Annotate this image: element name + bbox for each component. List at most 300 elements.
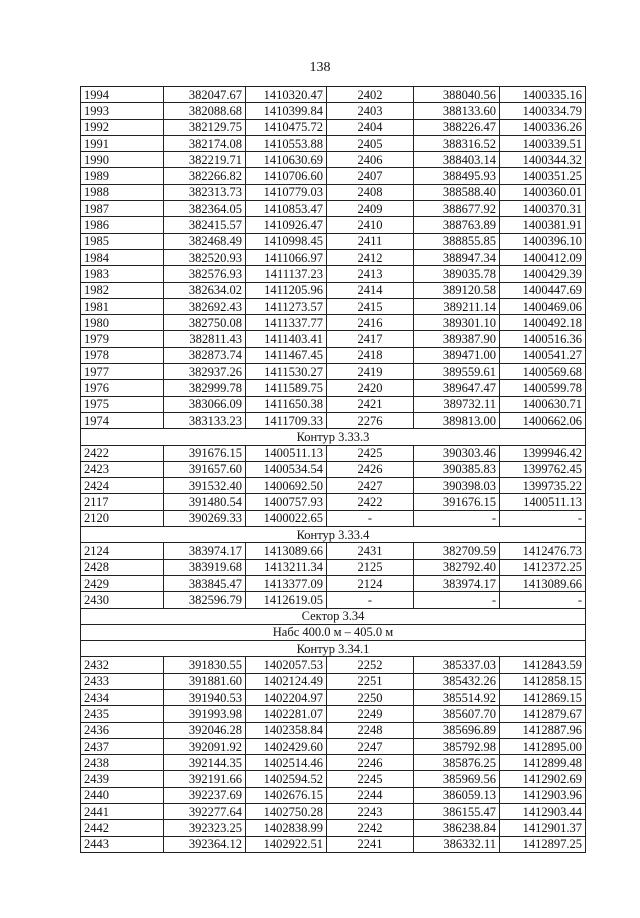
cell-x-coord-2: 382792.40 <box>414 559 500 575</box>
cell-y-coord-2: 1400541.27 <box>500 347 586 363</box>
table-row <box>81 755 586 771</box>
cell-y-coord-2: 1412897.25 <box>500 836 586 852</box>
table-row <box>81 380 586 396</box>
cell-y-coord-2: 1413089.66 <box>500 575 586 591</box>
cell-y-coord: 1411650.38 <box>246 396 327 412</box>
table-row <box>81 201 586 217</box>
cell-x-coord: 382415.57 <box>164 217 246 233</box>
cell-x-coord-2: 388763.89 <box>414 217 500 233</box>
table-row <box>81 412 586 428</box>
cell-point-id-2: 2416 <box>327 315 414 331</box>
table-row <box>81 168 586 184</box>
cell-x-coord-2: 385607.70 <box>414 706 500 722</box>
cell-point-id-2: 2404 <box>327 119 414 135</box>
section-caption: Контур 3.34.1 <box>81 641 586 657</box>
table-row <box>81 689 586 705</box>
cell-y-coord: 1410553.88 <box>246 135 327 151</box>
cell-y-coord: 1402676.15 <box>246 787 327 803</box>
cell-x-coord: 392323.25 <box>164 820 246 836</box>
cell-point-id-2: 2417 <box>327 331 414 347</box>
cell-y-coord-2: 1412887.96 <box>500 722 586 738</box>
cell-x-coord: 392144.35 <box>164 755 246 771</box>
table-row <box>81 364 586 380</box>
table-row <box>81 282 586 298</box>
cell-point-id-2: 2241 <box>327 836 414 852</box>
cell-x-coord: 392237.69 <box>164 787 246 803</box>
cell-y-coord-2: 1400334.79 <box>500 103 586 119</box>
cell-x-coord-2: 386238.84 <box>414 820 500 836</box>
cell-x-coord-2: 386059.13 <box>414 787 500 803</box>
cell-x-coord-2: 389387.90 <box>414 331 500 347</box>
cell-x-coord-2: 388316.52 <box>414 135 500 151</box>
table-row <box>81 184 586 200</box>
cell-y-coord-2: - <box>500 510 586 526</box>
cell-point-id-2: 2125 <box>327 559 414 575</box>
coordinates-table-body <box>81 87 586 853</box>
cell-y-coord: 1402204.97 <box>246 689 327 705</box>
cell-y-coord-2: 1400396.10 <box>500 233 586 249</box>
cell-y-coord-2: 1400339.51 <box>500 135 586 151</box>
cell-x-coord: 391881.60 <box>164 673 246 689</box>
cell-x-coord-2: 390398.03 <box>414 478 500 494</box>
cell-point-id: 1981 <box>81 298 164 314</box>
table-row <box>81 559 586 575</box>
cell-point-id-2: 2411 <box>327 233 414 249</box>
cell-y-coord-2: 1400429.39 <box>500 266 586 282</box>
cell-x-coord: 382129.75 <box>164 119 246 135</box>
table-row <box>81 461 586 477</box>
cell-y-coord: 1413089.66 <box>246 543 327 559</box>
cell-point-id-2: 2420 <box>327 380 414 396</box>
cell-point-id-2: 2431 <box>327 543 414 559</box>
cell-x-coord: 382634.02 <box>164 282 246 298</box>
section-caption: Контур 3.33.4 <box>81 527 586 543</box>
cell-y-coord: 1410926.47 <box>246 217 327 233</box>
cell-point-id-2: 2409 <box>327 201 414 217</box>
cell-x-coord: 382692.43 <box>164 298 246 314</box>
cell-point-id: 1985 <box>81 233 164 249</box>
cell-y-coord: 1402922.51 <box>246 836 327 852</box>
cell-x-coord-2: - <box>414 592 500 608</box>
cell-point-id-2: 2413 <box>327 266 414 282</box>
cell-y-coord-2: 1400447.69 <box>500 282 586 298</box>
cell-y-coord-2: 1400412.09 <box>500 249 586 265</box>
cell-y-coord: 1400022.65 <box>246 510 327 526</box>
cell-point-id: 1993 <box>81 103 164 119</box>
section-caption-row <box>81 641 586 657</box>
cell-x-coord: 382999.78 <box>164 380 246 396</box>
cell-y-coord: 1411066.97 <box>246 249 327 265</box>
cell-y-coord: 1411467.45 <box>246 347 327 363</box>
table-row <box>81 103 586 119</box>
cell-x-coord: 391532.40 <box>164 478 246 494</box>
cell-x-coord: 382174.08 <box>164 135 246 151</box>
cell-y-coord-2: 1400344.32 <box>500 152 586 168</box>
cell-point-id-2: 2250 <box>327 689 414 705</box>
cell-x-coord-2: 390385.83 <box>414 461 500 477</box>
cell-x-coord-2: 389647.47 <box>414 380 500 396</box>
cell-point-id: 1980 <box>81 315 164 331</box>
table-row <box>81 494 586 510</box>
cell-x-coord-2: 382709.59 <box>414 543 500 559</box>
cell-x-coord: 382811.43 <box>164 331 246 347</box>
cell-x-coord: 382364.05 <box>164 201 246 217</box>
section-caption: Контур 3.33.3 <box>81 429 586 445</box>
cell-x-coord-2: 388588.40 <box>414 184 500 200</box>
cell-x-coord-2: 385337.03 <box>414 657 500 673</box>
cell-y-coord: 1410630.69 <box>246 152 327 168</box>
cell-point-id: 2430 <box>81 592 164 608</box>
table-row <box>81 445 586 461</box>
cell-point-id-2: 2427 <box>327 478 414 494</box>
cell-point-id-2: 2408 <box>327 184 414 200</box>
cell-point-id: 2423 <box>81 461 164 477</box>
cell-x-coord: 382313.73 <box>164 184 246 200</box>
table-row <box>81 266 586 282</box>
table-row <box>81 804 586 820</box>
cell-point-id-2: 2124 <box>327 575 414 591</box>
table-row <box>81 820 586 836</box>
cell-y-coord-2: 1400351.25 <box>500 168 586 184</box>
cell-point-id: 1991 <box>81 135 164 151</box>
section-caption-row <box>81 608 586 624</box>
section-caption-row <box>81 624 586 640</box>
cell-y-coord-2: 1412902.69 <box>500 771 586 787</box>
cell-point-id: 2429 <box>81 575 164 591</box>
cell-y-coord: 1410779.03 <box>246 184 327 200</box>
table-row <box>81 771 586 787</box>
cell-x-coord: 392046.28 <box>164 722 246 738</box>
cell-x-coord: 391657.60 <box>164 461 246 477</box>
cell-x-coord-2: 388403.14 <box>414 152 500 168</box>
cell-x-coord-2: 388947.34 <box>414 249 500 265</box>
cell-x-coord-2: 385696.89 <box>414 722 500 738</box>
cell-x-coord-2: 389732.11 <box>414 396 500 412</box>
cell-point-id: 2437 <box>81 738 164 754</box>
table-row <box>81 298 586 314</box>
cell-x-coord: 390269.33 <box>164 510 246 526</box>
cell-y-coord-2: 1412903.96 <box>500 787 586 803</box>
cell-point-id: 1987 <box>81 201 164 217</box>
cell-point-id-2: 2251 <box>327 673 414 689</box>
cell-x-coord: 392364.12 <box>164 836 246 852</box>
cell-point-id: 2124 <box>81 543 164 559</box>
cell-point-id: 2440 <box>81 787 164 803</box>
cell-x-coord-2: - <box>414 510 500 526</box>
cell-y-coord: 1402281.07 <box>246 706 327 722</box>
cell-y-coord: 1411337.77 <box>246 315 327 331</box>
cell-point-id: 2436 <box>81 722 164 738</box>
cell-point-id-2: 2247 <box>327 738 414 754</box>
cell-y-coord: 1411709.33 <box>246 412 327 428</box>
cell-y-coord-2: 1400370.31 <box>500 201 586 217</box>
cell-point-id-2: 2245 <box>327 771 414 787</box>
table-row <box>81 233 586 249</box>
cell-point-id-2: 2244 <box>327 787 414 803</box>
cell-x-coord: 382520.93 <box>164 249 246 265</box>
cell-point-id: 1989 <box>81 168 164 184</box>
cell-point-id-2: - <box>327 510 414 526</box>
cell-x-coord-2: 388040.56 <box>414 87 500 103</box>
cell-point-id-2: 2276 <box>327 412 414 428</box>
cell-x-coord: 382750.08 <box>164 315 246 331</box>
table-row <box>81 331 586 347</box>
cell-x-coord: 382873.74 <box>164 347 246 363</box>
cell-y-coord-2: 1400381.91 <box>500 217 586 233</box>
cell-point-id-2: 2419 <box>327 364 414 380</box>
cell-x-coord-2: 391676.15 <box>414 494 500 510</box>
cell-point-id-2: - <box>327 592 414 608</box>
cell-x-coord-2: 386332.11 <box>414 836 500 852</box>
cell-point-id-2: 2246 <box>327 755 414 771</box>
table-row <box>81 396 586 412</box>
cell-x-coord: 382266.82 <box>164 168 246 184</box>
cell-point-id-2: 2252 <box>327 657 414 673</box>
cell-y-coord: 1400511.13 <box>246 445 327 461</box>
cell-y-coord: 1410853.47 <box>246 201 327 217</box>
cell-y-coord-2: 1400511.13 <box>500 494 586 510</box>
cell-point-id: 1978 <box>81 347 164 363</box>
cell-y-coord-2: 1412372.25 <box>500 559 586 575</box>
cell-x-coord: 383845.47 <box>164 575 246 591</box>
coordinates-table <box>80 86 586 853</box>
cell-y-coord: 1410998.45 <box>246 233 327 249</box>
cell-y-coord: 1412619.05 <box>246 592 327 608</box>
cell-x-coord-2: 385969.56 <box>414 771 500 787</box>
table-row <box>81 478 586 494</box>
cell-y-coord-2: 1412895.00 <box>500 738 586 754</box>
cell-x-coord: 383974.17 <box>164 543 246 559</box>
cell-y-coord: 1400534.54 <box>246 461 327 477</box>
cell-x-coord: 392191.66 <box>164 771 246 787</box>
cell-point-id: 2424 <box>81 478 164 494</box>
cell-y-coord: 1413377.09 <box>246 575 327 591</box>
table-row <box>81 249 586 265</box>
cell-x-coord-2: 385514.92 <box>414 689 500 705</box>
cell-point-id-2: 2248 <box>327 722 414 738</box>
cell-point-id-2: 2414 <box>327 282 414 298</box>
cell-x-coord: 383919.68 <box>164 559 246 575</box>
section-caption: Сектор 3.34 <box>81 608 586 624</box>
cell-x-coord: 382219.71 <box>164 152 246 168</box>
cell-x-coord: 382596.79 <box>164 592 246 608</box>
cell-y-coord: 1402750.28 <box>246 804 327 820</box>
cell-y-coord: 1402124.49 <box>246 673 327 689</box>
table-row <box>81 673 586 689</box>
cell-point-id-2: 2242 <box>327 820 414 836</box>
cell-point-id: 2428 <box>81 559 164 575</box>
table-row <box>81 592 586 608</box>
cell-x-coord-2: 388133.60 <box>414 103 500 119</box>
cell-y-coord: 1400757.93 <box>246 494 327 510</box>
cell-x-coord-2: 389471.00 <box>414 347 500 363</box>
cell-point-id: 2441 <box>81 804 164 820</box>
cell-y-coord: 1413211.34 <box>246 559 327 575</box>
cell-point-id: 1988 <box>81 184 164 200</box>
cell-y-coord-2: 1400662.06 <box>500 412 586 428</box>
cell-y-coord-2: 1399762.45 <box>500 461 586 477</box>
cell-x-coord: 392277.64 <box>164 804 246 820</box>
cell-y-coord: 1411530.27 <box>246 364 327 380</box>
cell-y-coord-2: - <box>500 592 586 608</box>
cell-y-coord: 1410475.72 <box>246 119 327 135</box>
cell-x-coord-2: 388677.92 <box>414 201 500 217</box>
cell-point-id: 2422 <box>81 445 164 461</box>
cell-x-coord-2: 388855.85 <box>414 233 500 249</box>
table-row <box>81 87 586 103</box>
table-row <box>81 836 586 852</box>
cell-point-id-2: 2249 <box>327 706 414 722</box>
cell-x-coord-2: 385876.25 <box>414 755 500 771</box>
cell-point-id: 1982 <box>81 282 164 298</box>
cell-x-coord-2: 385792.98 <box>414 738 500 754</box>
cell-y-coord-2: 1412843.59 <box>500 657 586 673</box>
cell-x-coord-2: 390303.46 <box>414 445 500 461</box>
cell-point-id: 1990 <box>81 152 164 168</box>
cell-x-coord-2: 385432.26 <box>414 673 500 689</box>
table-row <box>81 217 586 233</box>
cell-y-coord: 1410399.84 <box>246 103 327 119</box>
table-row <box>81 119 586 135</box>
cell-point-id: 1977 <box>81 364 164 380</box>
cell-x-coord: 391830.55 <box>164 657 246 673</box>
cell-point-id: 1984 <box>81 249 164 265</box>
cell-point-id-2: 2406 <box>327 152 414 168</box>
page-number: 138 <box>309 60 331 75</box>
cell-point-id: 1992 <box>81 119 164 135</box>
cell-point-id: 1974 <box>81 412 164 428</box>
cell-point-id: 2433 <box>81 673 164 689</box>
cell-x-coord: 391940.53 <box>164 689 246 705</box>
cell-point-id: 1983 <box>81 266 164 282</box>
cell-point-id-2: 2243 <box>327 804 414 820</box>
cell-point-id: 2434 <box>81 689 164 705</box>
cell-y-coord-2: 1412899.48 <box>500 755 586 771</box>
cell-y-coord-2: 1400335.16 <box>500 87 586 103</box>
cell-y-coord-2: 1400569.68 <box>500 364 586 380</box>
cell-x-coord: 383066.09 <box>164 396 246 412</box>
cell-x-coord-2: 388495.93 <box>414 168 500 184</box>
cell-y-coord-2: 1400492.18 <box>500 315 586 331</box>
cell-y-coord: 1411273.57 <box>246 298 327 314</box>
cell-y-coord: 1400692.50 <box>246 478 327 494</box>
cell-x-coord-2: 389813.00 <box>414 412 500 428</box>
cell-point-id-2: 2418 <box>327 347 414 363</box>
cell-y-coord-2: 1400630.71 <box>500 396 586 412</box>
cell-x-coord: 382468.49 <box>164 233 246 249</box>
cell-point-id: 2117 <box>81 494 164 510</box>
cell-point-id: 1976 <box>81 380 164 396</box>
cell-y-coord-2: 1412869.15 <box>500 689 586 705</box>
cell-point-id-2: 2426 <box>327 461 414 477</box>
table-row <box>81 738 586 754</box>
cell-y-coord: 1411589.75 <box>246 380 327 396</box>
cell-point-id: 2443 <box>81 836 164 852</box>
cell-point-id-2: 2415 <box>327 298 414 314</box>
cell-point-id-2: 2412 <box>327 249 414 265</box>
cell-y-coord: 1402429.60 <box>246 738 327 754</box>
cell-y-coord-2: 1412901.37 <box>500 820 586 836</box>
cell-y-coord: 1410706.60 <box>246 168 327 184</box>
cell-y-coord: 1402358.84 <box>246 722 327 738</box>
table-row <box>81 135 586 151</box>
cell-y-coord: 1411205.96 <box>246 282 327 298</box>
cell-x-coord: 382937.26 <box>164 364 246 380</box>
table-row <box>81 787 586 803</box>
cell-x-coord: 392091.92 <box>164 738 246 754</box>
cell-point-id-2: 2425 <box>327 445 414 461</box>
cell-point-id: 2435 <box>81 706 164 722</box>
table-row <box>81 315 586 331</box>
cell-x-coord-2: 389035.78 <box>414 266 500 282</box>
table-row <box>81 575 586 591</box>
cell-x-coord-2: 386155.47 <box>414 804 500 820</box>
cell-y-coord-2: 1400599.78 <box>500 380 586 396</box>
cell-y-coord: 1410320.47 <box>246 87 327 103</box>
table-row <box>81 510 586 526</box>
cell-x-coord-2: 389211.14 <box>414 298 500 314</box>
cell-y-coord: 1402838.99 <box>246 820 327 836</box>
table-row <box>81 152 586 168</box>
cell-y-coord-2: 1412903.44 <box>500 804 586 820</box>
cell-y-coord: 1402594.52 <box>246 771 327 787</box>
cell-x-coord-2: 389559.61 <box>414 364 500 380</box>
cell-y-coord-2: 1400336.26 <box>500 119 586 135</box>
cell-x-coord: 382088.68 <box>164 103 246 119</box>
cell-y-coord-2: 1400360.01 <box>500 184 586 200</box>
cell-point-id: 1975 <box>81 396 164 412</box>
table-row <box>81 543 586 559</box>
cell-x-coord-2: 383974.17 <box>414 575 500 591</box>
cell-point-id-2: 2405 <box>327 135 414 151</box>
cell-x-coord: 391993.98 <box>164 706 246 722</box>
cell-y-coord: 1402057.53 <box>246 657 327 673</box>
cell-x-coord-2: 389301.10 <box>414 315 500 331</box>
cell-y-coord-2: 1412879.67 <box>500 706 586 722</box>
cell-point-id-2: 2421 <box>327 396 414 412</box>
cell-point-id: 2432 <box>81 657 164 673</box>
cell-point-id-2: 2402 <box>327 87 414 103</box>
cell-x-coord: 391676.15 <box>164 445 246 461</box>
cell-x-coord-2: 388226.47 <box>414 119 500 135</box>
cell-y-coord-2: 1412858.15 <box>500 673 586 689</box>
cell-point-id: 1979 <box>81 331 164 347</box>
cell-y-coord: 1411403.41 <box>246 331 327 347</box>
cell-y-coord-2: 1400469.06 <box>500 298 586 314</box>
cell-y-coord-2: 1399735.22 <box>500 478 586 494</box>
cell-y-coord-2: 1400516.36 <box>500 331 586 347</box>
table-row <box>81 657 586 673</box>
cell-x-coord: 383133.23 <box>164 412 246 428</box>
cell-y-coord-2: 1412476.73 <box>500 543 586 559</box>
cell-x-coord: 382576.93 <box>164 266 246 282</box>
table-row <box>81 347 586 363</box>
cell-point-id-2: 2407 <box>327 168 414 184</box>
cell-x-coord: 382047.67 <box>164 87 246 103</box>
cell-point-id: 1994 <box>81 87 164 103</box>
cell-x-coord: 391480.54 <box>164 494 246 510</box>
cell-point-id: 2438 <box>81 755 164 771</box>
cell-y-coord-2: 1399946.42 <box>500 445 586 461</box>
cell-point-id-2: 2422 <box>327 494 414 510</box>
cell-x-coord-2: 389120.58 <box>414 282 500 298</box>
cell-point-id: 1986 <box>81 217 164 233</box>
table-row <box>81 722 586 738</box>
cell-point-id: 2442 <box>81 820 164 836</box>
cell-y-coord: 1402514.46 <box>246 755 327 771</box>
cell-point-id-2: 2403 <box>327 103 414 119</box>
cell-point-id-2: 2410 <box>327 217 414 233</box>
